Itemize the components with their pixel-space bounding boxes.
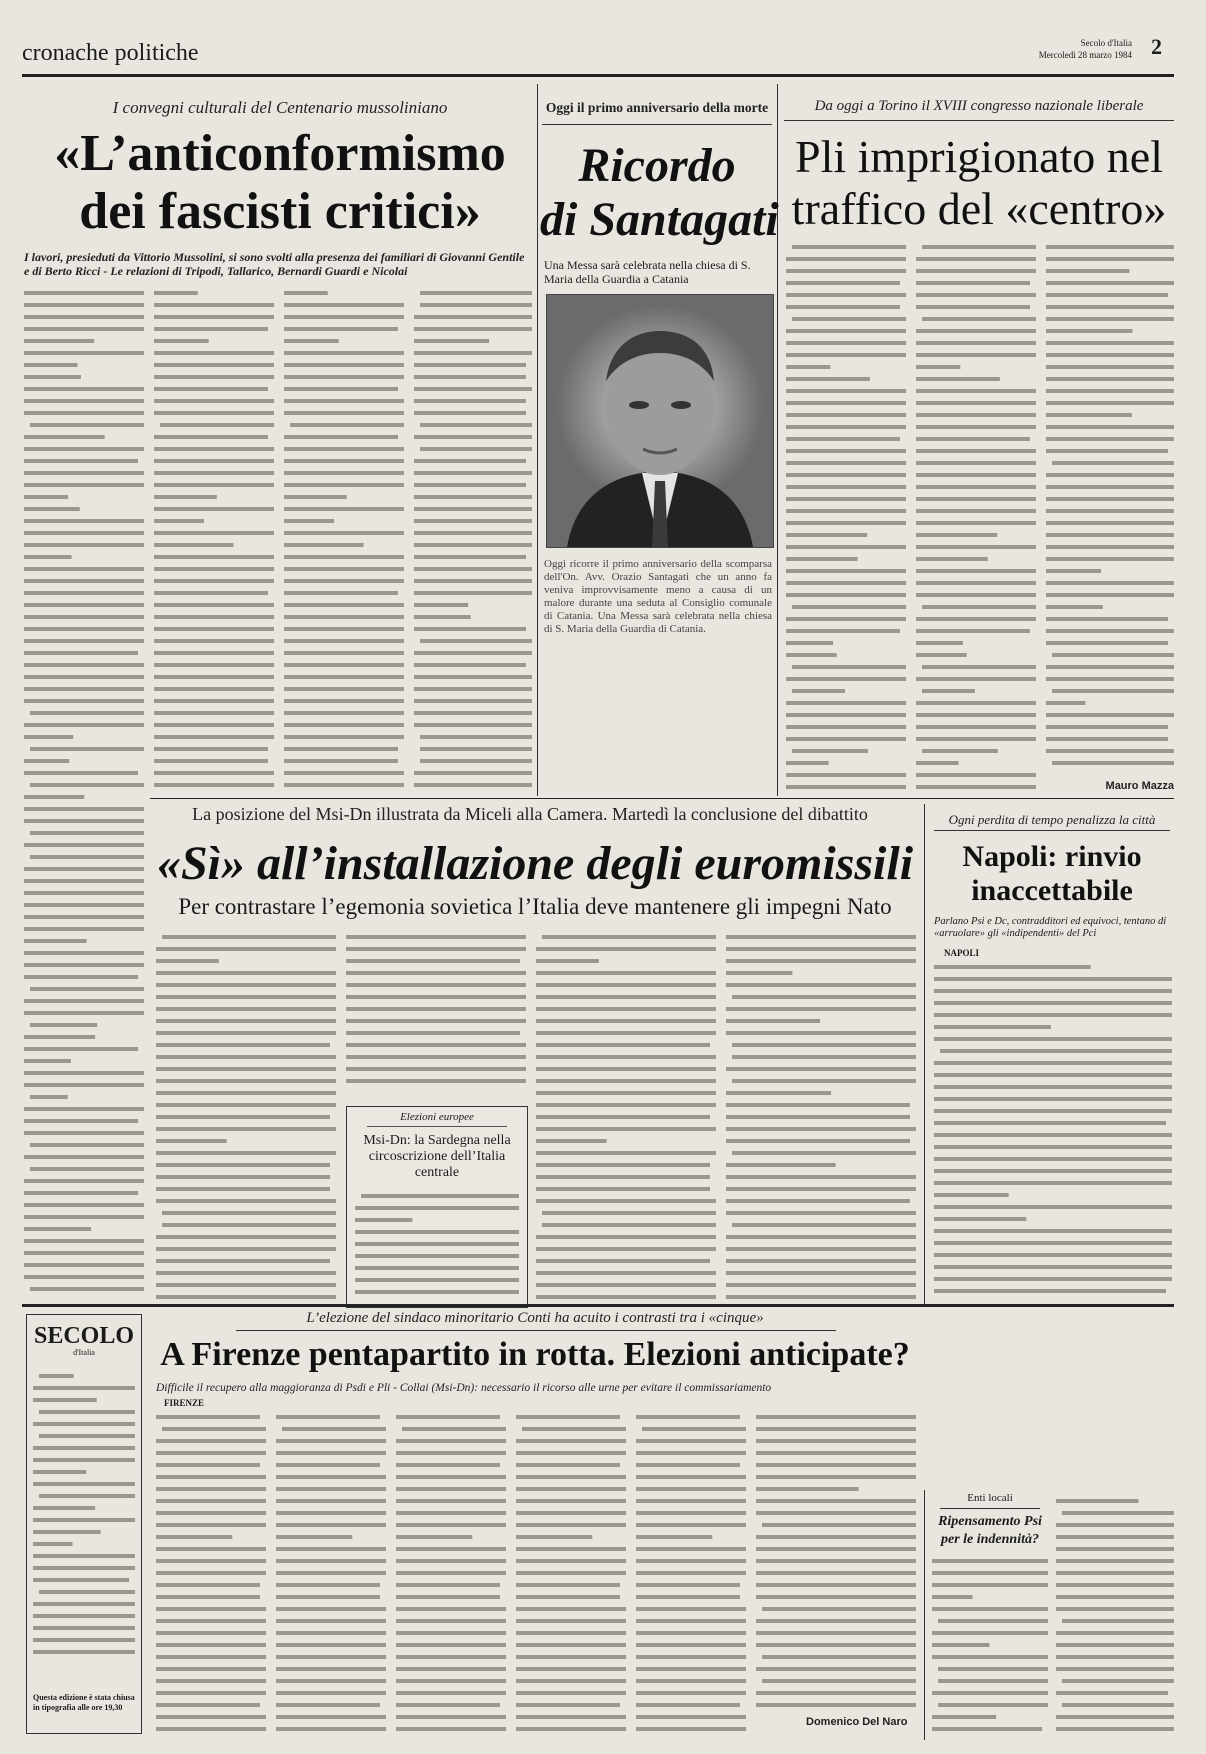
column-divider	[924, 1490, 925, 1740]
article-headline: dei fascisti critici»	[79, 183, 481, 240]
column-divider	[537, 84, 538, 796]
boxed-item-elezioni-europee	[346, 1106, 528, 1308]
article-body	[636, 1410, 746, 1740]
article-body	[536, 930, 716, 1300]
article-subhead: Una Messa sarà celebrata nella chiesa di S. Maria della Guardia a Catania	[544, 258, 751, 286]
article-body	[726, 930, 916, 1300]
section-title: cronache politiche	[22, 40, 199, 66]
article-body	[284, 286, 404, 792]
header-rule	[22, 74, 1174, 77]
column-divider	[777, 84, 778, 796]
issue-date: Mercoledì 28 marzo 1984	[1038, 50, 1132, 60]
masthead-subname: d'Italia	[73, 1348, 95, 1357]
article-kicker: La posizione del Msi-Dn illustrata da Miceli alla Camera. Martedì la conclusione del dibattito	[192, 804, 868, 824]
article-body	[276, 1410, 386, 1740]
kicker-rule	[934, 830, 1170, 831]
article-body	[396, 1410, 506, 1740]
box-body	[355, 1189, 519, 1299]
article-headline: «L’anticonformismo	[54, 125, 506, 182]
kicker-rule	[542, 124, 772, 125]
article-body	[156, 930, 336, 1300]
article-body	[346, 930, 526, 1090]
kicker-rule	[784, 120, 1174, 121]
article-subhead: Difficile il recupero alla maggioranza di Psdi e Pli - Collai (Msi-Dn): necessario il ricorso alle urne per evitare il commissariamento	[156, 1382, 772, 1394]
box-title: Msi-Dn: la Sardegna nella circoscrizione dell’Italia centrale	[363, 1133, 511, 1180]
section-rule	[150, 798, 1174, 799]
article-body	[1046, 240, 1174, 776]
article-headline: Ricordo	[578, 139, 736, 192]
section-rule	[22, 1304, 1174, 1307]
article-author: Domenico Del Naro	[806, 1716, 908, 1728]
article-headline: Napoli: rinvio	[962, 840, 1142, 873]
column-divider	[924, 804, 925, 1304]
article-body	[916, 240, 1036, 796]
article-headline: «Sì» all’installazione degli euromissili	[156, 837, 914, 890]
box-kicker: Elezioni europee	[367, 1111, 507, 1127]
article-subhead: Parlano Psi e Dc, contradditori ed equivoci, tentano di «arruolare» gli «indipendenti» del Pci	[934, 916, 1167, 939]
article-dateline: NAPOLI	[944, 948, 980, 958]
article-headline: di Santagati	[540, 193, 779, 246]
article-kicker: I convegni culturali del Centenario mussoliniano	[112, 98, 448, 117]
masthead-small: Secolo d'Italia	[1080, 38, 1132, 48]
kicker-rule	[236, 1330, 836, 1331]
article-body	[934, 960, 1172, 1300]
article-headline: A Firenze pentapartito in rotta. Elezioni anticipate?	[160, 1336, 910, 1373]
article-headline: Ripensamento Psi	[938, 1514, 1042, 1529]
article-author: Mauro Mazza	[1105, 780, 1174, 792]
article-body	[756, 1410, 916, 1710]
article-kicker: Oggi il primo anniversario della morte	[545, 100, 769, 115]
article-headline: inaccettabile	[971, 874, 1133, 907]
article-body	[1056, 1494, 1174, 1740]
article-body	[932, 1554, 1048, 1740]
article-body	[414, 286, 532, 792]
article-kicker: Da oggi a Torino il XVIII congresso nazionale liberale	[814, 98, 1144, 114]
article-dateline: FIRENZE	[164, 1398, 205, 1408]
article-headline: per le indennità?	[940, 1532, 1039, 1547]
article-subhead: I lavori, presieduti da Vittorio Mussolini, si sono svolti alla presenza dei familiari di Giovanni Gentile e di Berto Ricci - Le relazioni di Tripodi, Tallarico, Bernardi Guardi e Nicolai	[24, 250, 525, 278]
portrait-photo	[546, 294, 774, 548]
article-headline: traffico del «centro»	[791, 183, 1167, 234]
page-number: 2	[1151, 34, 1162, 59]
article-body	[786, 240, 906, 796]
article-body	[516, 1410, 626, 1740]
article-lead: Oggi ricorre il primo anniversario della scomparsa dell'On. Avv. Orazio Santagati che un anno fa veniva improvvisamente meno a causa di un malore durante una seduta al Consiglio comunale di Catania. Una Messa sarà celebrata nella chiesa di S. Maria della Guardia di Catania.	[544, 558, 772, 635]
article-body	[156, 1410, 266, 1740]
masthead-name: SECOLO	[33, 1323, 135, 1349]
article-kicker: L’elezione del sindaco minoritario Conti ha acuito i contrasti tra i «cinque»	[306, 1310, 764, 1326]
masthead-credits	[33, 1369, 135, 1659]
masthead-box	[26, 1314, 142, 1734]
article-headline: Pli imprigionato nel	[795, 131, 1163, 182]
article-subhead: Per contrastare l’egemonia sovietica l’Italia deve mantenere gli impegni Nato	[178, 894, 892, 919]
kicker-rule	[940, 1508, 1040, 1509]
edition-notice: Questa edizione è stata chiusa in tipografia alle ore 19,30	[33, 1693, 135, 1712]
article-kicker: Ogni perdita di tempo penalizza la città	[948, 812, 1156, 827]
article-kicker: Enti locali	[967, 1492, 1013, 1504]
article-body	[154, 286, 274, 792]
article-body	[24, 286, 144, 1301]
